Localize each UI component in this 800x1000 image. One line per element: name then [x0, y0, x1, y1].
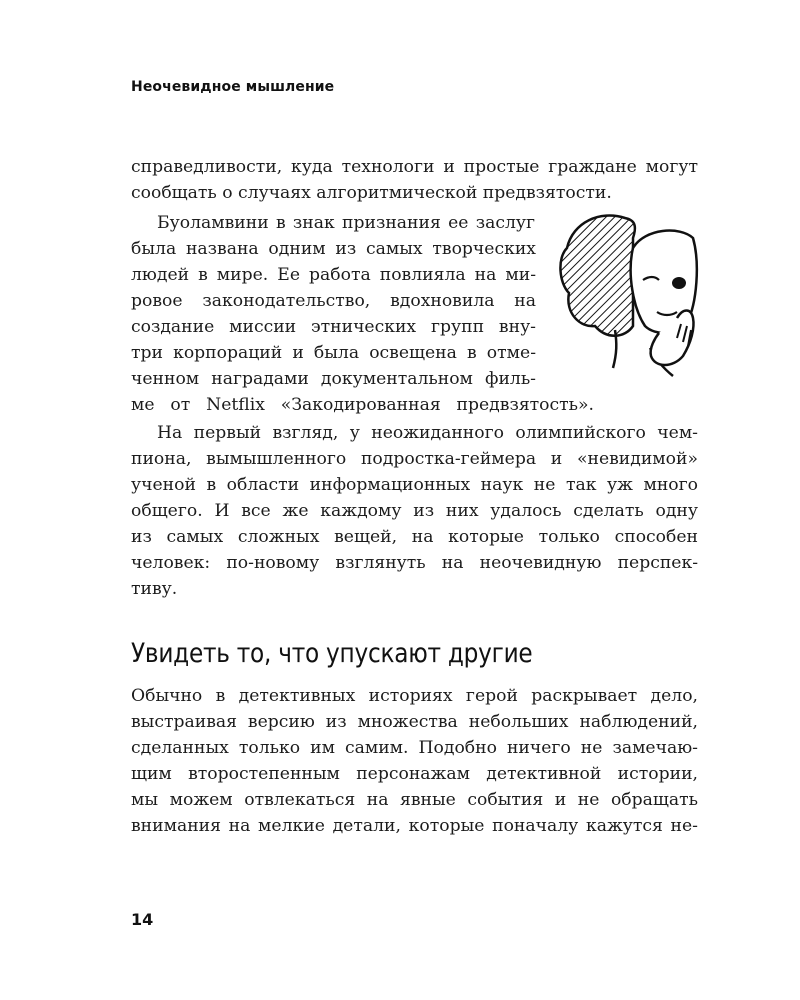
text-line: сообщать о случаях алгоритмической предвзятости. — [131, 183, 612, 203]
text-line: Обычно в детективных историях герой раскрывает дело, — [131, 686, 698, 706]
text-line: ченном наградами документальном филь- — [131, 369, 536, 389]
text-line: людей в мире. Ее работа повлияла на ми- — [131, 265, 536, 285]
text-line: На первый взгляд, у неожиданного олимпийского чем- — [157, 423, 698, 443]
text-line: мы можем отвлекаться на явные события и не обращать — [131, 790, 698, 810]
text-line: справедливости, куда технологи и простые граждане могут — [131, 157, 698, 177]
text-line: создание миссии этнических групп вну- — [131, 317, 536, 337]
running-head: Неочевидное мышление — [131, 79, 335, 95]
person-holding-mask-icon — [555, 208, 705, 378]
text-line: выстраивая версию из множества небольших наблюдений, — [131, 712, 698, 732]
text-line: пиона, вымышленного подростка-геймера и «невидимой» — [131, 449, 698, 469]
text-line: из самых сложных вещей, на которые только способен — [131, 527, 698, 547]
text-line: ученой в области информационных наук не так уж много — [131, 475, 698, 495]
text-line: была названа одним из самых творческих — [131, 239, 536, 259]
text-line: ровое законодательство, вдохновила на — [131, 291, 536, 311]
text-line: внимания на мелкие детали, которые поначалу кажутся не- — [131, 816, 698, 836]
text-line: сделанных только им самим. Подобно ничего не замечаю- — [131, 738, 698, 758]
text-line: человек: по-новому взглянуть на неочевидную перспек- — [131, 553, 698, 573]
section-heading: Увидеть то, что упускают другие — [131, 638, 533, 669]
text-line: Буоламвини в знак признания ее заслуг — [157, 213, 535, 233]
text-line: тиву. — [131, 579, 178, 599]
page-number: 14 — [131, 910, 154, 929]
text-line: ме от Netflix «Закодированная предвзятость». — [131, 395, 594, 415]
text-line: три корпораций и была освещена в отме- — [131, 343, 536, 363]
text-line: щим второстепенным персонажам детективной истории, — [131, 764, 698, 784]
text-line: общего. И все же каждому из них удалось сделать одну — [131, 501, 698, 521]
